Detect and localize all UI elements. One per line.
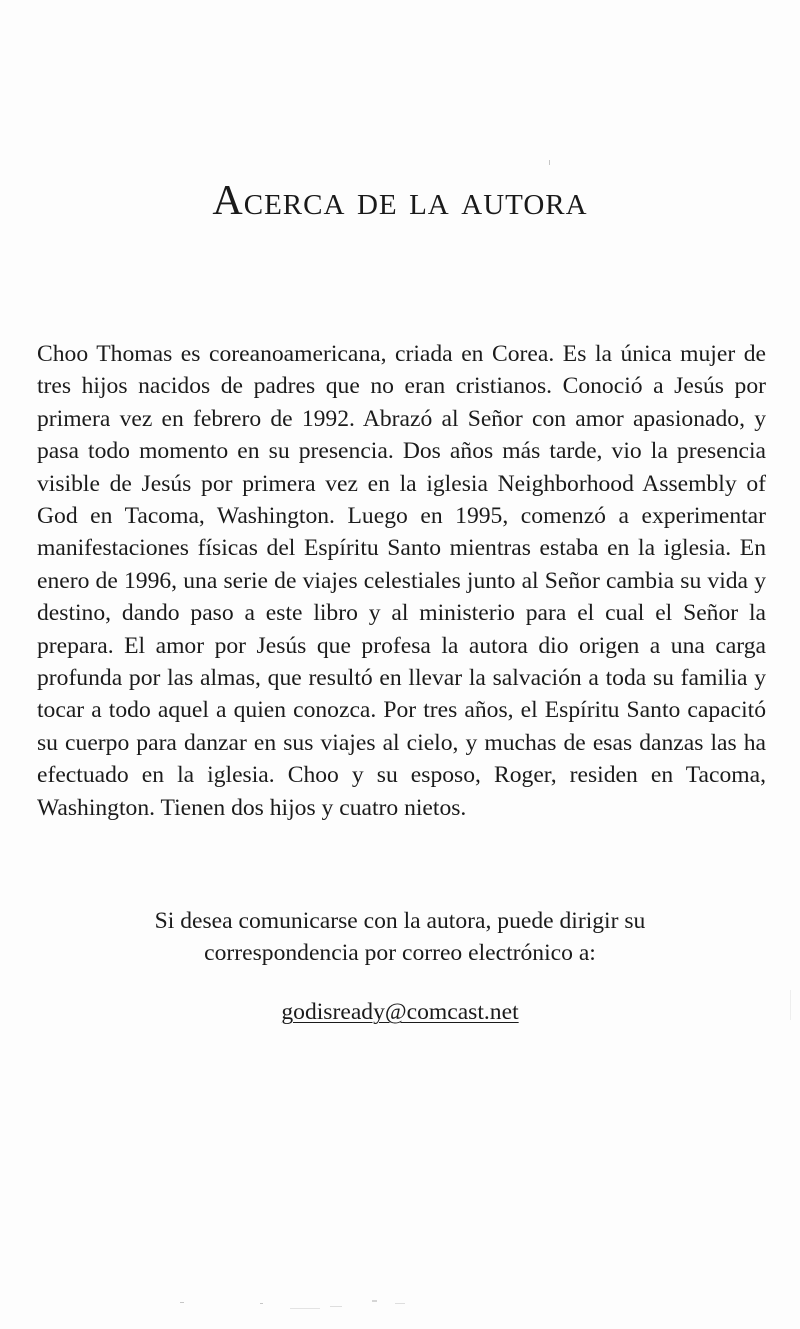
contact-line-2: correspondencia por correo electrónico a: [204,940,596,967]
scan-speck [180,1302,184,1303]
scan-speck [290,1308,320,1309]
scan-speck [790,990,791,1020]
author-bio-paragraph: Choo Thomas es coreanoamericana, criada en Corea. Es la única mujer de tres hijos nacidos de padres que no eran cristianos. Conoció a Jesús por primera vez en febrero de 1992. Abrazó al Señor con amor apasionado, y pasa todo momento en su presencia. Dos años más tarde, vio la presencia visible de Jesús por primera vez en la iglesia Neighborhood Assembly of God en Tacoma, Washington. Luego en 1995, comenzó a experimentar manifestaciones físicas del Espíritu Santo mientras estaba en la iglesia. En enero de 1996, una serie de viajes celestiales junto al Señor cambia su vida y destino, dando paso a este libro y al ministerio para el cual el Señor la prepara. El amor por Jesús que profesa la autora dio origen a una carga profunda por las almas, que resultó en llevar la salvación a toda su familia y tocar a todo aquel a quien conozca. Por tres años, el Espíritu Santo capacitó su cuerpo para danzar en sus viajes al cielo, y muchas de esas danzas las ha efectuado en la iglesia. Choo y su esposo, Roger, residen en Tacoma, Washington. Tienen dos hijos y cuatro nietos. [37,341,766,821]
email-container [0,996,800,1028]
scan-speck [372,1300,377,1302]
contact-instructions [0,905,800,970]
scan-speck [260,1303,263,1304]
scan-speck [330,1306,342,1307]
scan-speck [395,1303,405,1304]
author-email-link[interactable]: godisready@comcast.net [281,999,519,1025]
contact-line-1: Si desea comunicarse con la autora, puede dirigir su [154,908,646,934]
page-title: Acerca de la autora [212,178,588,224]
scan-speck [549,160,550,165]
